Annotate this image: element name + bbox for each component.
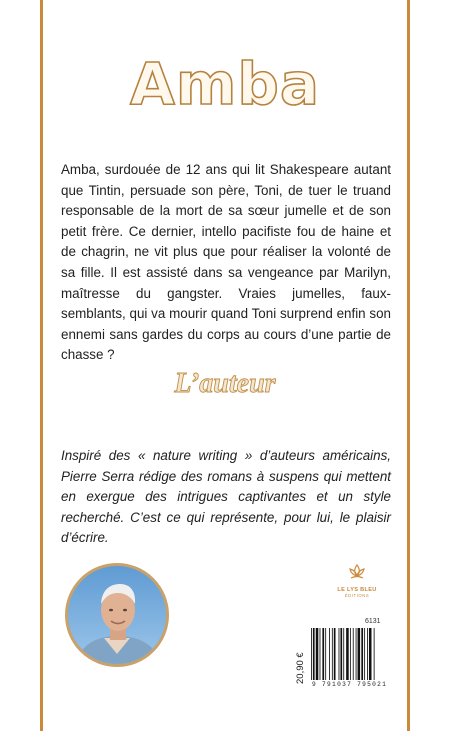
barcode-bar	[361, 628, 363, 680]
barcode-bar	[340, 628, 342, 680]
barcode-bar	[350, 628, 351, 680]
barcode-bar	[329, 628, 330, 680]
barcode-bar	[334, 628, 336, 680]
barcode-bar	[358, 628, 361, 680]
barcode-bar	[346, 628, 349, 680]
barcode-bar	[316, 628, 319, 680]
barcode-bar	[353, 628, 354, 680]
author-heading-text: L’auteur	[174, 368, 276, 399]
barcode-bar	[374, 628, 375, 680]
author-portrait-illustration	[68, 566, 166, 664]
author-heading	[43, 368, 407, 400]
publisher-name: LE LYS BLEU	[337, 587, 377, 593]
barcode-bar	[322, 628, 324, 680]
lotus-flower-icon	[347, 563, 367, 581]
author-bio: Inspiré des « nature writing » d’auteurs américains, Pierre Serra rédige des romans à suspens qui mettent en exergue des intrigues captivantes et un style recherché. C’est ce qui représente, pour lui, le plaisir d’écrire.	[61, 448, 391, 546]
barcode-bar	[339, 628, 340, 680]
barcode-bar	[356, 628, 357, 680]
isbn-number: 9 791037 795021	[312, 681, 388, 688]
barcode-bar	[343, 628, 344, 680]
barcode-bar	[325, 628, 326, 680]
barcode-bar	[311, 628, 312, 680]
publisher-subtitle: ÉDITIONS	[344, 593, 370, 598]
book-summary: Amba, surdouée de 12 ans qui lit Shakespeare autant que Tintin, persuade son père, Toni, de tuer le truand responsable de la mort de sa sœur jumelle et de son petit frère. Ce dernier, intello pacifiste fou de haine et de chagrin, ne vit plus que pour réaliser la volonté de sa fille. Il est assisté dans sa vengeance par Marilyn, maîtresse du gangster. Vraies jumelles, faux-semblants, qui va mourir quand Toni surprend enfin son ennemi sans gardes du corps au cours d’une partie de chasse ?	[61, 162, 391, 363]
price: 20,90 €	[295, 652, 306, 684]
barcode	[311, 628, 393, 680]
barcode-bar	[369, 628, 372, 680]
author-photo	[65, 563, 169, 667]
barcode-bar	[332, 628, 333, 680]
barcode-bar	[313, 628, 315, 680]
back-cover	[40, 0, 410, 731]
barcode-bar	[367, 628, 368, 680]
book-title	[43, 50, 407, 118]
book-title-text: Amba	[130, 50, 320, 118]
barcode-bar	[320, 628, 321, 680]
product-code: 6131	[365, 618, 381, 625]
barcode-bar	[364, 628, 365, 680]
publisher-logo	[327, 563, 387, 598]
